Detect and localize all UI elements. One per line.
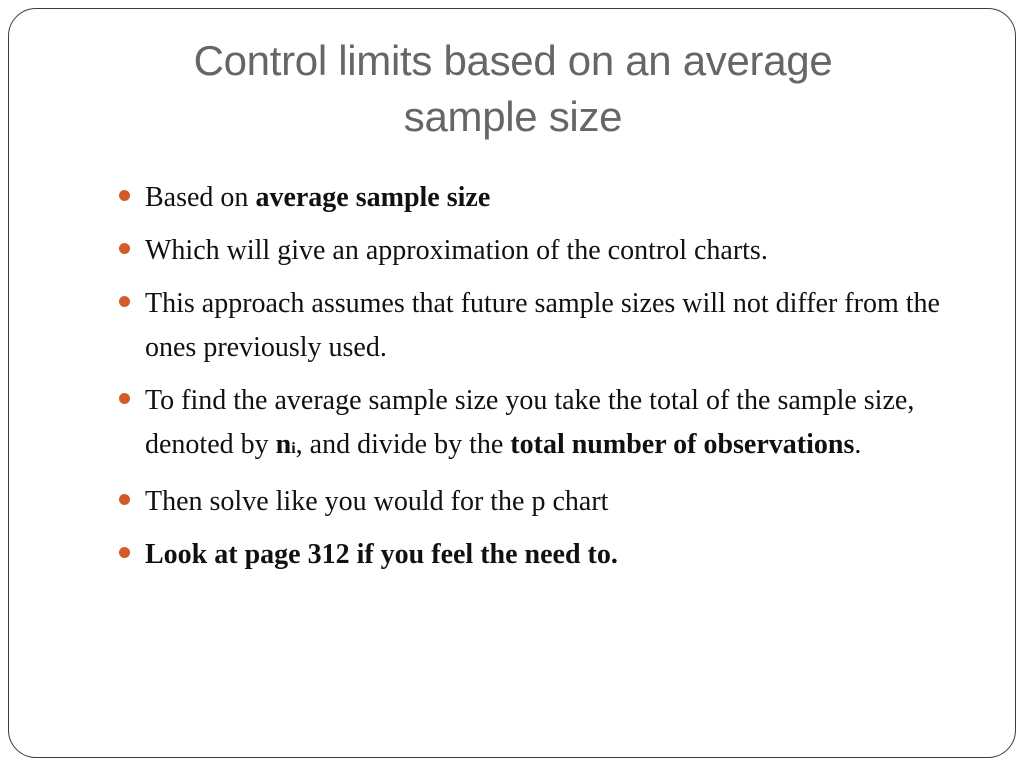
bullet-dot-icon [119,243,130,254]
bullet-text: To find the average sample size you take the total of the sample size, denoted by [145,385,915,460]
bullet-dot-icon [119,393,130,404]
bullet-emphasis: average sample size [255,182,491,213]
bullet-item [119,533,979,577]
bullet-emphasis: total number of observations [510,429,855,460]
slide-title [9,33,1017,145]
bullet-text-end: . [854,429,862,460]
bullet-list [119,176,979,586]
bullet-item [119,379,979,471]
slide-title-line-2: sample size [403,93,623,140]
bullet-item [119,480,979,524]
bullet-emphasis: Look at page 312 if you feel the need to. [145,539,618,570]
bullet-dot-icon [119,190,130,201]
bullet-item [119,282,979,370]
variable-subscript: i [291,440,296,457]
bullet-text: Based on [145,182,256,213]
bullet-dot-icon [119,494,130,505]
bullet-text: This approach assumes that future sample sizes will not differ from the ones previously used. [145,288,940,363]
bullet-text: Then solve like you would for the p chart [145,486,609,517]
variable-n: n [275,429,292,460]
bullet-text-mid: , and divide by the [295,429,511,460]
bullet-item [119,229,979,273]
bullet-dot-icon [119,296,130,307]
slide-title-line-1: Control limits based on an average [193,37,833,84]
bullet-item [119,176,979,220]
bullet-dot-icon [119,547,130,558]
bullet-text: Which will give an approximation of the control charts. [145,235,768,266]
slide-frame [8,8,1016,758]
